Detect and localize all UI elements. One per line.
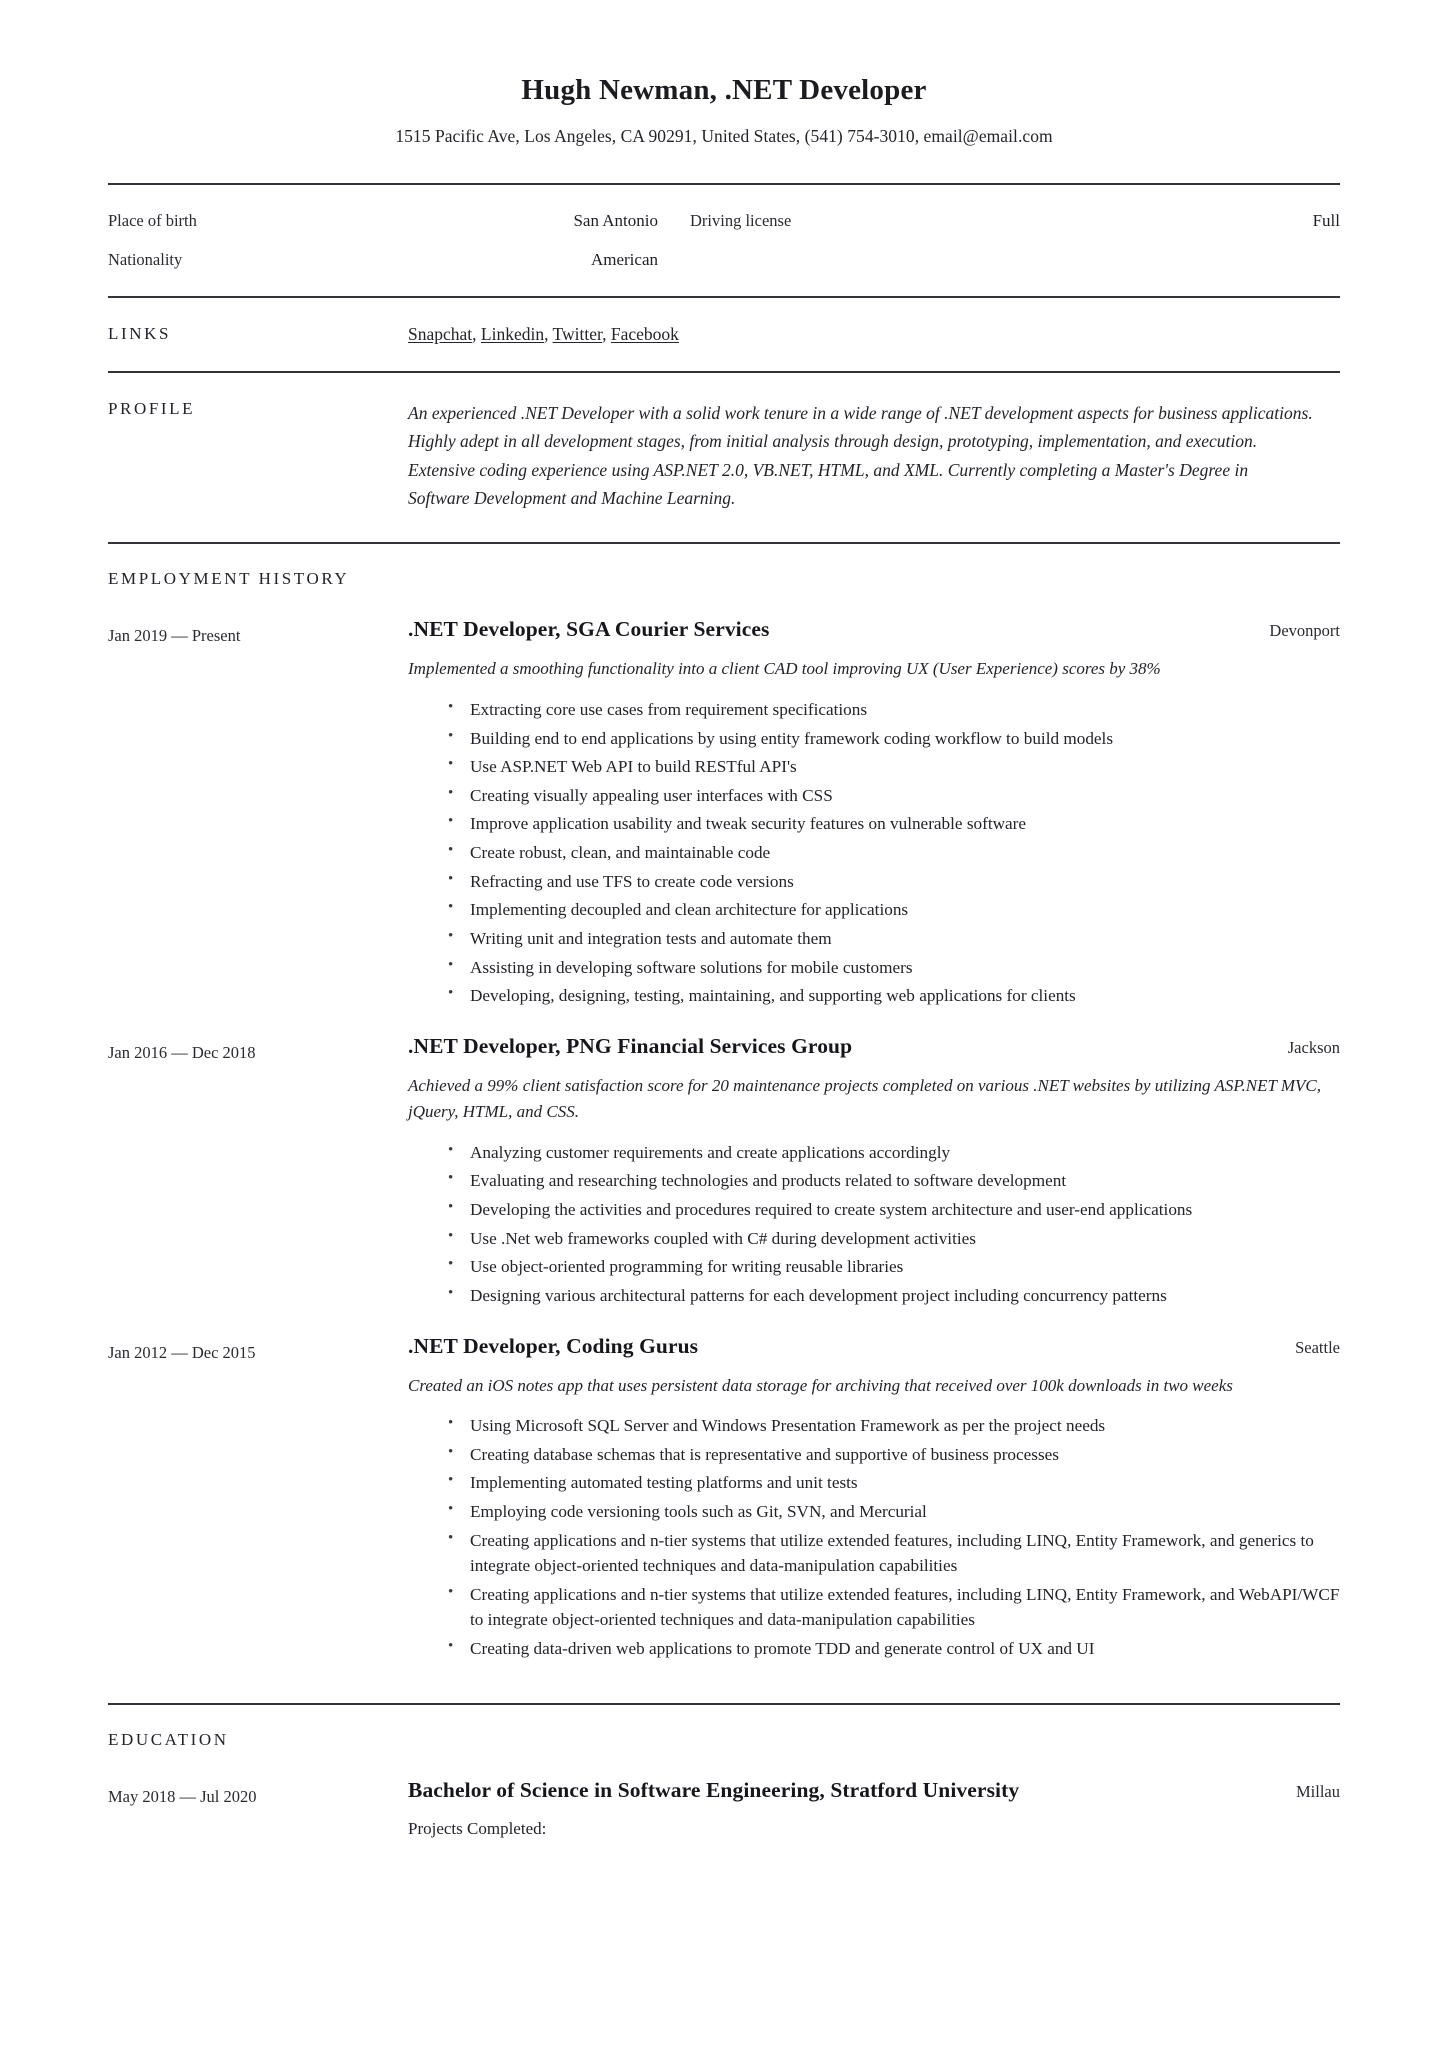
job-entry-date: Jan 2016 — Dec 2018 bbox=[108, 1042, 256, 1062]
link-linkedin[interactable]: Linkedin bbox=[480, 324, 545, 344]
job-entry-date: Jan 2012 — Dec 2015 bbox=[108, 1342, 256, 1362]
job-entry-titlerow bbox=[408, 617, 1340, 642]
education-entry-note: Projects Completed: bbox=[408, 1818, 547, 1838]
links-body bbox=[408, 324, 1340, 345]
link-separator: , bbox=[602, 324, 611, 344]
profile-text: An experienced .NET Developer with a solid work tenure in a wide range of .NET development aspects for business applications. Highly adept in all development stages, from initial analysis through design, prototyping, implementation, and execution. Extensive coding experience using ASP.NET 2.0, VB.NET, HTML, and XML. Currently completing a Master's Degree in Software Development and Machine Learning. bbox=[408, 403, 1313, 509]
job-entry-titlerow bbox=[408, 1034, 1340, 1059]
personal-details-section bbox=[108, 185, 1340, 296]
detail-row bbox=[108, 250, 1340, 270]
list-item: • Analyzing customer requirements and create applications accordingly bbox=[448, 1140, 1340, 1166]
contact-line: 1515 Pacific Ave, Los Angeles, CA 90291, United States, (541) 754-3010, email@email.com bbox=[395, 126, 1053, 146]
education-entry bbox=[108, 1756, 1340, 1839]
list-item: • Use .Net web frameworks coupled with C# during development activities bbox=[448, 1226, 1340, 1252]
job-entry bbox=[108, 1312, 1340, 1665]
list-item: • Use ASP.NET Web API to build RESTful API's bbox=[448, 754, 1340, 780]
driving-license-value: Full bbox=[1312, 211, 1340, 230]
list-item: • Developing the activities and procedures required to create system architecture and user-end applications bbox=[448, 1197, 1340, 1223]
resume-header bbox=[108, 74, 1340, 147]
job-entry-main bbox=[408, 617, 1340, 1011]
job-entry bbox=[108, 595, 1340, 1011]
list-item: • Creating data-driven web applications to promote TDD and generate control of UX and UI bbox=[448, 1636, 1340, 1662]
job-entry bbox=[108, 1012, 1340, 1312]
job-entry-location: Jackson bbox=[1287, 1037, 1340, 1057]
list-item: • Assisting in developing software solutions for mobile customers bbox=[448, 955, 1340, 981]
job-entry-summary: Created an iOS notes app that uses persistent data storage for archiving that received over 100k downloads in two weeks bbox=[408, 1375, 1233, 1395]
list-item: • Implementing decoupled and clean architecture for applications bbox=[448, 897, 1340, 923]
employment-entries bbox=[108, 595, 1340, 1664]
list-item: • Implementing automated testing platforms and unit tests bbox=[448, 1470, 1340, 1496]
list-item: • Writing unit and integration tests and automate them bbox=[448, 926, 1340, 952]
link-facebook[interactable]: Facebook bbox=[610, 324, 679, 344]
job-entry-titlerow bbox=[408, 1334, 1340, 1359]
education-entry-titlerow bbox=[408, 1778, 1340, 1803]
job-entry-summary: Achieved a 99% client satisfaction score for 20 maintenance projects completed on various .NET websites by utilizing ASP.NET MVC, jQuery, HTML, and CSS. bbox=[408, 1075, 1322, 1122]
place-of-birth-value: San Antonio bbox=[573, 211, 658, 230]
employment-section-title: EMPLOYMENT HISTORY bbox=[108, 569, 350, 589]
page-title: Hugh Newman, .NET Developer bbox=[521, 74, 927, 106]
list-item: • Creating visually appealing user interfaces with CSS bbox=[448, 783, 1340, 809]
list-item: • Create robust, clean, and maintainable code bbox=[448, 840, 1340, 866]
spacer bbox=[108, 1665, 1340, 1703]
links-list bbox=[408, 324, 1340, 345]
job-entry-location: Seattle bbox=[1295, 1337, 1340, 1357]
list-item: • Designing various architectural patterns for each development project including concurrency patterns bbox=[448, 1283, 1340, 1309]
profile-section-title: PROFILE bbox=[108, 399, 196, 418]
education-entry-title: Bachelor of Science in Software Engineering, Stratford University bbox=[408, 1777, 1020, 1802]
job-entry-bullets bbox=[408, 697, 1340, 1009]
job-entry-date: Jan 2019 — Present bbox=[108, 626, 241, 646]
list-item: • Employing code versioning tools such as Git, SVN, and Mercurial bbox=[448, 1499, 1340, 1525]
link-separator: , bbox=[472, 324, 481, 344]
place-of-birth-label: Place of birth bbox=[108, 211, 197, 230]
job-entry-title: .NET Developer, Coding Gurus bbox=[408, 1333, 699, 1358]
education-entry-location: Millau bbox=[1296, 1781, 1340, 1801]
links-section-title: LINKS bbox=[108, 324, 172, 343]
education-section-title: EDUCATION bbox=[108, 1729, 229, 1749]
list-item: • Use object-oriented programming for writing reusable libraries bbox=[448, 1254, 1340, 1280]
links-section bbox=[108, 298, 1340, 371]
nationality-value: American bbox=[590, 250, 658, 269]
job-entry-bullets bbox=[408, 1140, 1340, 1309]
profile-section bbox=[108, 373, 1340, 542]
list-item: • Building end to end applications by using entity framework coding workflow to build models bbox=[448, 726, 1340, 752]
job-entry-main bbox=[408, 1334, 1340, 1665]
profile-body bbox=[408, 399, 1340, 512]
job-entry-bullets bbox=[408, 1413, 1340, 1662]
employment-heading bbox=[108, 544, 1340, 595]
driving-license-label: Driving license bbox=[690, 211, 792, 230]
list-item: • Using Microsoft SQL Server and Windows Presentation Framework as per the project needs bbox=[448, 1413, 1340, 1439]
detail-row bbox=[108, 211, 1340, 231]
job-entry-location: Devonport bbox=[1269, 621, 1340, 641]
education-entries bbox=[108, 1756, 1340, 1839]
link-separator: , bbox=[544, 324, 553, 344]
job-entry-title: .NET Developer, PNG Financial Services Group bbox=[408, 1033, 853, 1058]
links-title-col bbox=[108, 324, 408, 344]
list-item: • Creating database schemas that is representative and supportive of business processes bbox=[448, 1442, 1340, 1468]
job-entry-main bbox=[408, 1034, 1340, 1312]
list-item: • Creating applications and n-tier systems that utilize extended features, including LINQ, Entity Framework, and WebAPI/WCF to integrate object-oriented techniques and data-manipulation capabilities bbox=[448, 1582, 1340, 1633]
nationality-label: Nationality bbox=[108, 250, 183, 269]
link-twitter[interactable]: Twitter bbox=[552, 324, 603, 344]
education-heading bbox=[108, 1705, 1340, 1756]
education-entry-date: May 2018 — Jul 2020 bbox=[108, 1786, 257, 1806]
list-item: • Improve application usability and tweak security features on vulnerable software bbox=[448, 811, 1340, 837]
profile-title-col bbox=[108, 399, 408, 419]
link-snapchat[interactable]: Snapchat bbox=[408, 324, 473, 344]
list-item: • Developing, designing, testing, maintaining, and supporting web applications for clients bbox=[448, 983, 1340, 1009]
list-item: • Extracting core use cases from requirement specifications bbox=[448, 697, 1340, 723]
list-item: • Evaluating and researching technologies and products related to software development bbox=[448, 1168, 1340, 1194]
job-entry-summary: Implemented a smoothing functionality into a client CAD tool improving UX (User Experience) scores by 38% bbox=[408, 659, 1161, 679]
job-entry-title: .NET Developer, SGA Courier Services bbox=[408, 617, 770, 642]
education-entry-main bbox=[408, 1778, 1340, 1839]
list-item: • Refracting and use TFS to create code versions bbox=[448, 869, 1340, 895]
list-item: • Creating applications and n-tier systems that utilize extended features, including LINQ, Entity Framework, and generics to integrate object-oriented techniques and data-manipulation capabilities bbox=[448, 1528, 1340, 1579]
